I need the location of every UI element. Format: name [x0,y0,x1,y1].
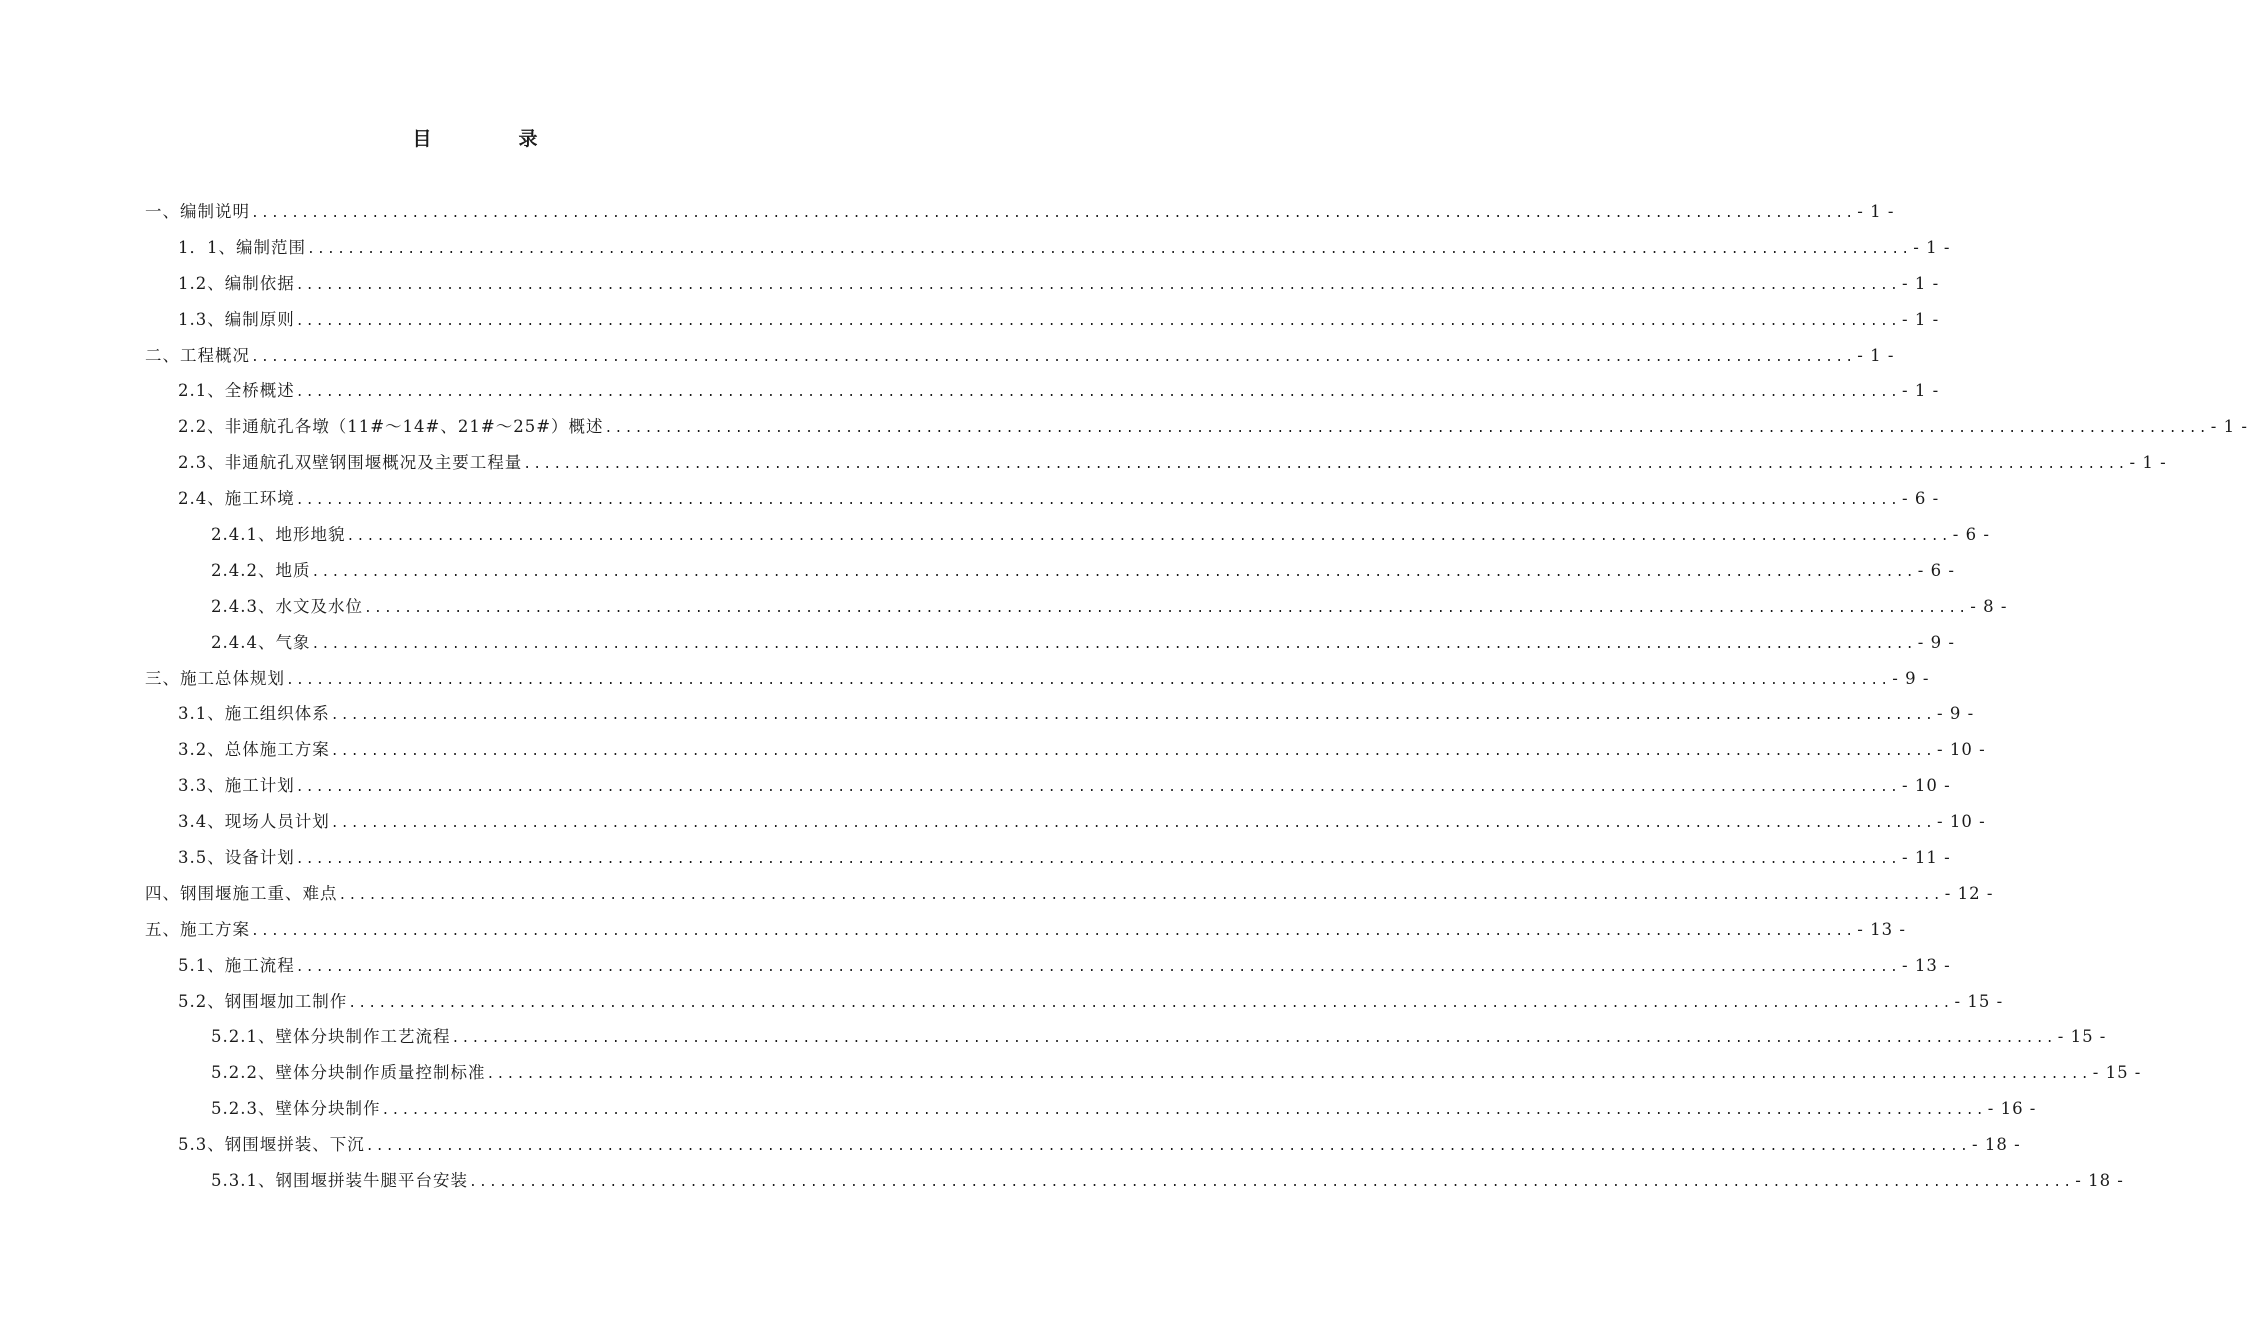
toc-entry-page: - 9 - [1892,668,1930,688]
toc-entry[interactable] [145,194,1895,230]
toc-leader-dots: ................................................................................................................................................................ [451,1031,2056,1047]
toc-entry[interactable] [145,266,1940,302]
toc-entry-page: - 9 - [1937,704,1975,724]
toc-leader-dots: ................................................................................................................................................................ [363,600,1969,616]
toc-entry-page: - 9 - [1917,632,1955,652]
toc-entry-text: 3.1、施工组织体系 [178,704,330,724]
toc-entry[interactable] [145,1127,2021,1163]
toc-leader-dots: ................................................................................................................................................................ [251,206,1856,221]
toc-entry-text: 3.4、现场人员计划 [178,812,330,832]
toc-entry-page: - 1 - [1902,273,1940,293]
toc-leader-dots: ................................................................................................................................................................ [295,313,1901,329]
toc-entry[interactable] [145,1091,2037,1127]
toc-entry-page: - 18 - [1972,1135,2021,1155]
toc-entry-page: - 15 - [1954,991,2004,1011]
toc-entry[interactable] [145,1163,2124,1199]
toc-entry-page: - 15 - [2092,1063,2142,1083]
toc-leader-dots: ................................................................................................................................................................ [330,744,1936,760]
toc-entry-page: - 12 - [1944,883,1994,903]
toc-leader-dots: ................................................................................................................................................................ [307,241,1912,257]
toc-leader-dots: ................................................................................................................................................................ [295,493,1901,509]
toc-entry[interactable] [145,445,2167,481]
toc-entry-text: 二、工程概况 [145,345,250,365]
toc-leader-dots: ................................................................................................................................................................ [523,457,2128,473]
toc-entry-page: - 10 - [1937,812,1986,832]
toc-leader-dots: ................................................................................................................................................................ [286,672,1891,688]
toc-entry[interactable] [145,517,1990,553]
toc-entry-page: - 16 - [1987,1099,2037,1119]
toc-entry-text: 5.2.1、壁体分块制作工艺流程 [211,1027,451,1047]
toc-leader-dots: ................................................................................................................................................................ [330,816,1936,832]
toc-leader-dots: ................................................................................................................................................................ [295,277,1901,293]
toc-entry[interactable] [145,373,1940,409]
toc-entry-text: 2.3、非通航孔双壁钢围堰概况及主要工程量 [178,453,523,473]
toc-entry-text: 2.4、施工环境 [178,489,295,509]
toc-entry[interactable] [145,625,1955,661]
toc-entry[interactable] [145,840,1951,876]
toc-entry-page: - 13 - [1857,919,1906,939]
toc-entry[interactable] [145,409,2248,445]
toc-entry[interactable] [145,804,1986,840]
toc-entry-text: 3.5、设备计划 [178,848,295,868]
toc-entry-page: - 1 - [1857,202,1895,221]
toc-entry-text: 5.2.2、壁体分块制作质量控制标准 [211,1063,486,1083]
toc-leader-dots: ................................................................................................................................................................ [486,1067,2091,1083]
toc-leader-dots: ................................................................................................................................................................ [346,529,1951,545]
toc-entry-text: 2.4.3、水文及水位 [211,596,363,616]
toc-entry-text: 5.1、施工流程 [178,955,295,975]
toc-entry-page: - 8 - [1970,596,2008,616]
toc-entry[interactable] [145,481,1940,517]
toc-entry-text: 3.2、总体施工方案 [178,740,330,760]
toc-entry-page: - 13 - [1902,955,1951,975]
toc-entry-page: - 11 - [1902,848,1951,868]
toc-entry-page: - 10 - [1937,740,1986,760]
toc-leader-dots: ................................................................................................................................................................ [251,923,1856,939]
toc-entry-page: - 6 - [1952,525,1990,545]
toc-entry-text: 1.2、编制依据 [178,273,295,293]
toc-entry-text: 五、施工方案 [145,919,250,939]
toc-entry[interactable] [145,912,1906,948]
toc-entry[interactable] [145,948,1951,984]
toc-entry-text: 5.3.1、钢围堰拼装牛腿平台安装 [211,1171,468,1191]
toc-entry[interactable] [145,1019,2107,1055]
toc-entry[interactable] [145,589,2008,625]
toc-entry-text: 三、施工总体规划 [145,668,285,688]
toc-entry-page: - 1 - [1913,237,1951,257]
toc-entry-text: 5.2.3、壁体分块制作 [211,1099,381,1119]
toc-entry-page: - 6 - [1917,560,1955,580]
toc-entry-text: 2.2、非通航孔各墩（11#～14#、21#～25#）概述 [178,417,604,437]
toc-entry[interactable] [145,876,1994,912]
toc-entry-text: 2.4.1、地形地貌 [211,525,346,545]
toc-leader-dots: ................................................................................................................................................................ [311,564,1916,580]
toc-entry[interactable] [145,302,1940,338]
toc-entry-text: 一、编制说明 [145,202,250,221]
toc-entry[interactable] [145,1055,2142,1091]
toc-entry[interactable] [145,553,1955,589]
toc-leader-dots: ................................................................................................................................................................ [295,852,1901,868]
toc-entry[interactable] [145,230,1951,266]
toc-leader-dots: ................................................................................................................................................................ [381,1103,1986,1119]
toc-entry-page: - 10 - [1902,776,1951,796]
toc-leader-dots: ................................................................................................................................................................ [251,349,1856,365]
toc-entry-page: - 1 - [1902,381,1940,401]
toc-title: 目 录 [412,128,572,150]
toc-entry[interactable] [145,768,1951,804]
toc-leader-dots: ................................................................................................................................................................ [604,421,2209,437]
toc-entry-text: 2.4.4、气象 [211,632,311,652]
toc-leader-dots: ................................................................................................................................................................ [338,887,1943,903]
toc-entry[interactable] [145,696,1975,732]
toc-leader-dots: ................................................................................................................................................................ [311,636,1916,652]
toc-leader-dots: ................................................................................................................................................................ [468,1175,2074,1191]
toc-leader-dots: ................................................................................................................................................................ [330,708,1936,724]
toc-leader-dots: ................................................................................................................................................................ [295,385,1901,401]
toc-leader-dots: ................................................................................................................................................................ [348,995,1953,1011]
toc-entry-page: - 1 - [1902,309,1940,329]
toc-entry-text: 四、钢围堰施工重、难点 [145,883,338,903]
toc-entry-page: - 6 - [1902,489,1940,509]
toc-entry-text: 2.1、全桥概述 [178,381,295,401]
toc-entry-page: - 1 - [1857,345,1895,365]
toc-leader-dots: ................................................................................................................................................................ [365,1139,1971,1155]
toc-leader-dots: ................................................................................................................................................................ [295,780,1901,796]
toc-entry-text: 1．1、编制范围 [178,237,306,257]
toc-entry-page: - 1 - [2129,453,2167,473]
toc-entry-text: 5.3、钢围堰拼装、下沉 [178,1135,365,1155]
toc-entry-page: - 1 - [2210,417,2248,437]
toc-entry[interactable] [145,984,2004,1020]
toc-entry[interactable] [145,338,1895,374]
toc-entry-text: 1.3、编制原则 [178,309,295,329]
toc-entry-text: 5.2、钢围堰加工制作 [178,991,348,1011]
toc-entry-text: 2.4.2、地质 [211,560,311,580]
toc-list [145,194,2248,1199]
toc-entry-text: 3.3、施工计划 [178,776,295,796]
toc-entry-page: - 18 - [2075,1171,2124,1191]
toc-entry-page: - 15 - [2057,1027,2107,1047]
toc-entry[interactable] [145,732,1986,768]
toc-leader-dots: ................................................................................................................................................................ [295,959,1901,975]
toc-entry[interactable] [145,661,1930,697]
